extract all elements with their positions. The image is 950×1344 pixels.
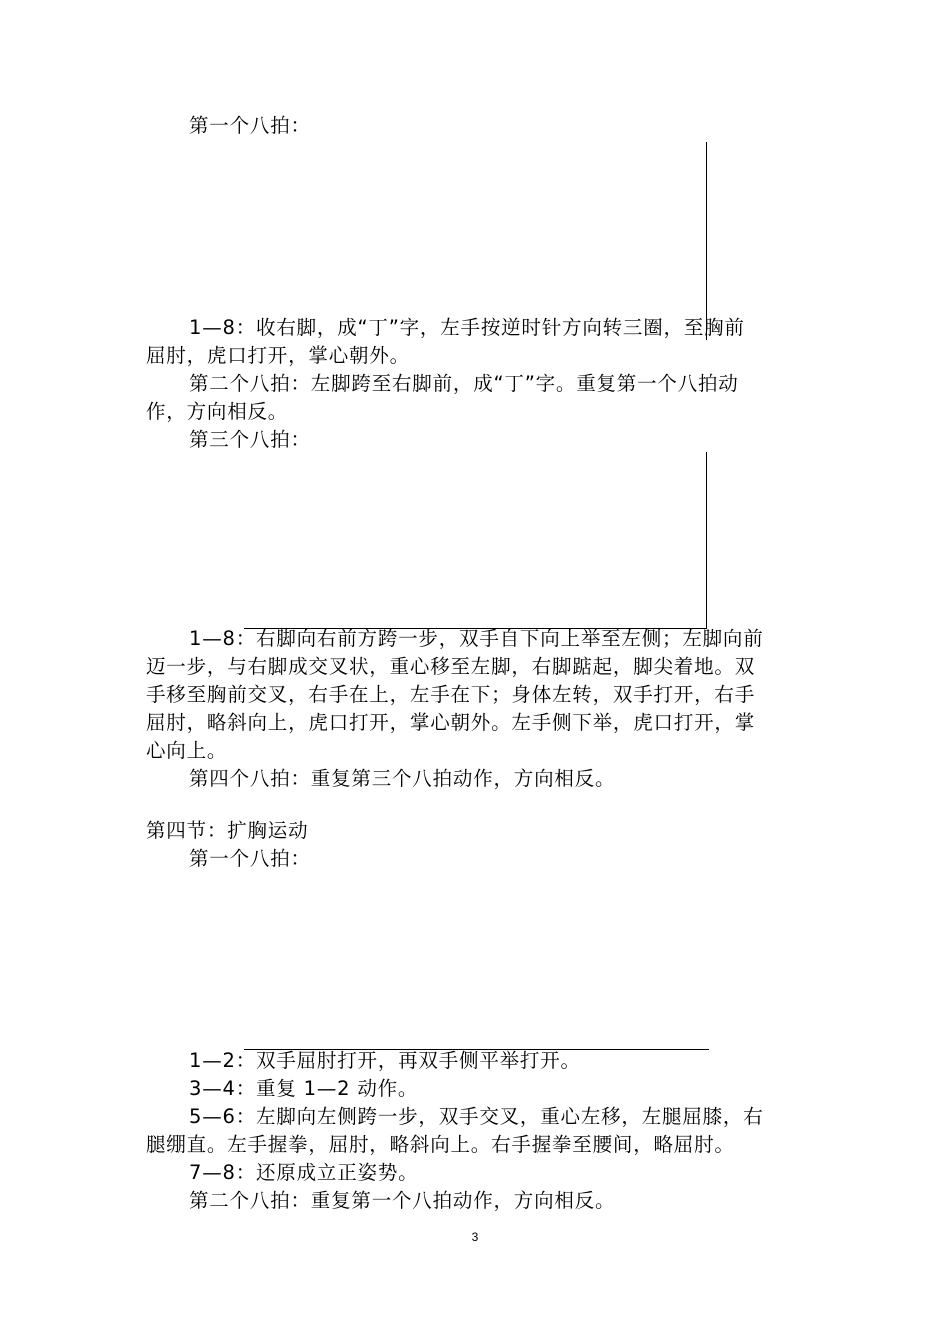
text-line: 手移至胸前交叉，右手在上，左手在下；身体左转，双手打开，右手 xyxy=(146,683,756,706)
text-line: 腿绷直。左手握拳，屈肘，略斜向上。右手握拳至腰间，略屈肘。 xyxy=(146,1133,735,1156)
section-heading: 第四节：扩胸运动 xyxy=(146,819,309,842)
text-line: 第四个八拍：重复第三个八拍动作，方向相反。 xyxy=(189,767,616,790)
text-line: 心向上。 xyxy=(146,739,228,762)
text-line: 1—8：收右脚，成“丁”字，左手按逆时针方向转三圈，至胸前 xyxy=(189,316,745,339)
text-line: 1—8：右脚向右前方跨一步，双手自下向上举至左侧；左脚向前 xyxy=(189,627,764,650)
figure-frame-line xyxy=(706,452,707,628)
text-line: 7—8：还原成立正姿势。 xyxy=(189,1161,419,1184)
text-line: 屈肘，略斜向上，虎口打开，掌心朝外。左手侧下举，虎口打开，掌 xyxy=(146,711,756,734)
text-line: 第一个八拍： xyxy=(189,847,311,870)
text-line: 作，方向相反。 xyxy=(146,400,289,423)
text-line: 第二个八拍：重复第一个八拍动作，方向相反。 xyxy=(189,1189,616,1212)
page-number: 3 xyxy=(471,1230,479,1244)
text-line: 迈一步，与右脚成交叉状，重心移至左脚，右脚踮起，脚尖着地。双 xyxy=(146,655,756,678)
text-line: 屈肘，虎口打开，掌心朝外。 xyxy=(146,344,410,367)
figure-frame-line xyxy=(706,142,707,340)
text-line: 第二个八拍：左脚跨至右脚前，成“丁”字。重复第一个八拍动 xyxy=(189,372,739,395)
text-line: 3—4：重复 1—2 动作。 xyxy=(189,1077,419,1100)
text-line: 第一个八拍： xyxy=(189,114,311,137)
text-line: 1—2：双手屈肘打开，再双手侧平举打开。 xyxy=(189,1049,581,1072)
text-line: 5—6：左脚向左侧跨一步，双手交叉，重心左移，左腿屈膝，右 xyxy=(189,1105,764,1128)
text-line: 第三个八拍： xyxy=(189,428,311,451)
